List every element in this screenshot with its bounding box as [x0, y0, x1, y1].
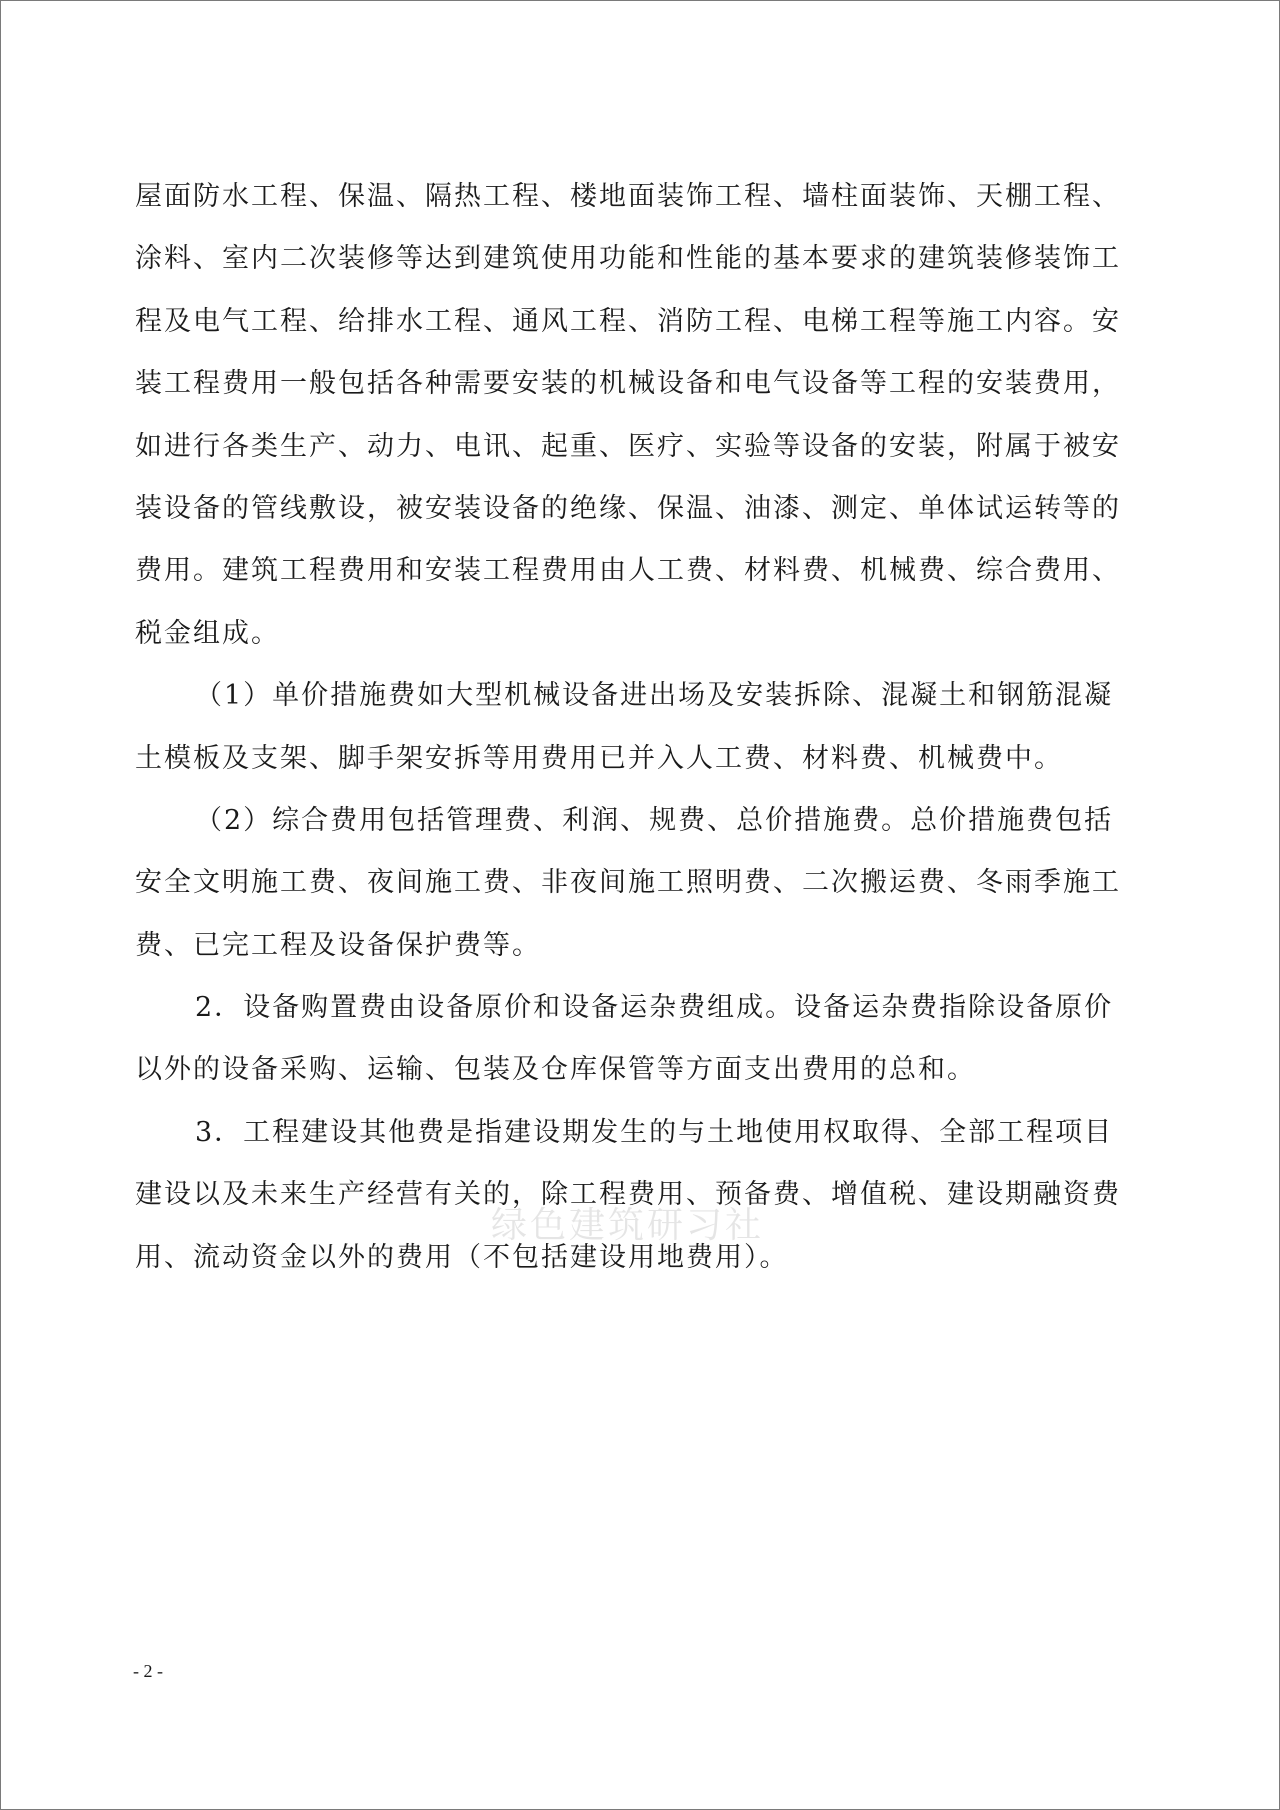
- text-line: 屋面防水工程、保温、隔热工程、楼地面装饰工程、墙柱面装饰、天棚工程、: [135, 181, 1121, 212]
- text-line: 3．工程建设其他费是指建设期发生的与土地使用权取得、全部工程项目: [195, 1116, 1114, 1148]
- text-line: 费用。建筑工程费用和安装工程费用由人工费、材料费、机械费、综合费用、: [135, 555, 1121, 587]
- text-line: 程及电气工程、给排水工程、通风工程、消防工程、电梯工程等施工内容。安: [135, 305, 1121, 337]
- text-line: 如进行各类生产、动力、电讯、起重、医疗、实验等设备的安装，附属于被安: [135, 430, 1121, 462]
- body-text: [135, 166, 1155, 1289]
- text-line: 用、流动资金以外的费用（不包括建设用地费用）。: [135, 1241, 789, 1273]
- text-line: （2）综合费用包括管理费、利润、规费、总价措施费。总价措施费包括: [195, 804, 1114, 836]
- text-line: 土模板及支架、脚手架安拆等用费用已并入人工费、材料费、机械费中。: [135, 742, 1063, 774]
- paragraph-other-costs: [135, 1102, 1155, 1289]
- page-number: - 2 -: [133, 1661, 163, 1681]
- paragraph-unit-price-measures: [135, 665, 1155, 790]
- paragraph-engineering-costs: [135, 166, 1155, 665]
- text-line: 2．设备购置费由设备原价和设备运杂费组成。设备运杂费指除设备原价: [195, 992, 1114, 1024]
- watermark: 绿色建筑研习社: [491, 1205, 765, 1246]
- text-line: 税金组成。: [135, 617, 280, 649]
- text-line: 建设以及未来生产经营有关的，除工程费用、预备费、增值税、建设期融资费: [135, 1179, 1121, 1211]
- text-line: 安全文明施工费、夜间施工费、非夜间施工照明费、二次搬运费、冬雨季施工: [135, 867, 1121, 899]
- text-line: 装设备的管线敷设，被安装设备的绝缘、保温、油漆、测定、单体试运转等的: [135, 492, 1121, 524]
- paragraph-comprehensive-costs: [135, 790, 1155, 977]
- text-line: 涂料、室内二次装修等达到建筑使用功能和性能的基本要求的建筑装修装饰工: [135, 243, 1121, 275]
- text-line: 费、已完工程及设备保护费等。: [135, 929, 541, 961]
- text-line: 以外的设备采购、运输、包装及仓库保管等方面支出费用的总和。: [135, 1054, 976, 1086]
- paragraph-equipment-purchase: [135, 977, 1155, 1102]
- text-line: 装工程费用一般包括各种需要安装的机械设备和电气设备等工程的安装费用，: [135, 368, 1121, 400]
- text-line: （1）单价措施费如大型机械设备进出场及安装拆除、混凝土和钢筋混凝: [195, 680, 1114, 712]
